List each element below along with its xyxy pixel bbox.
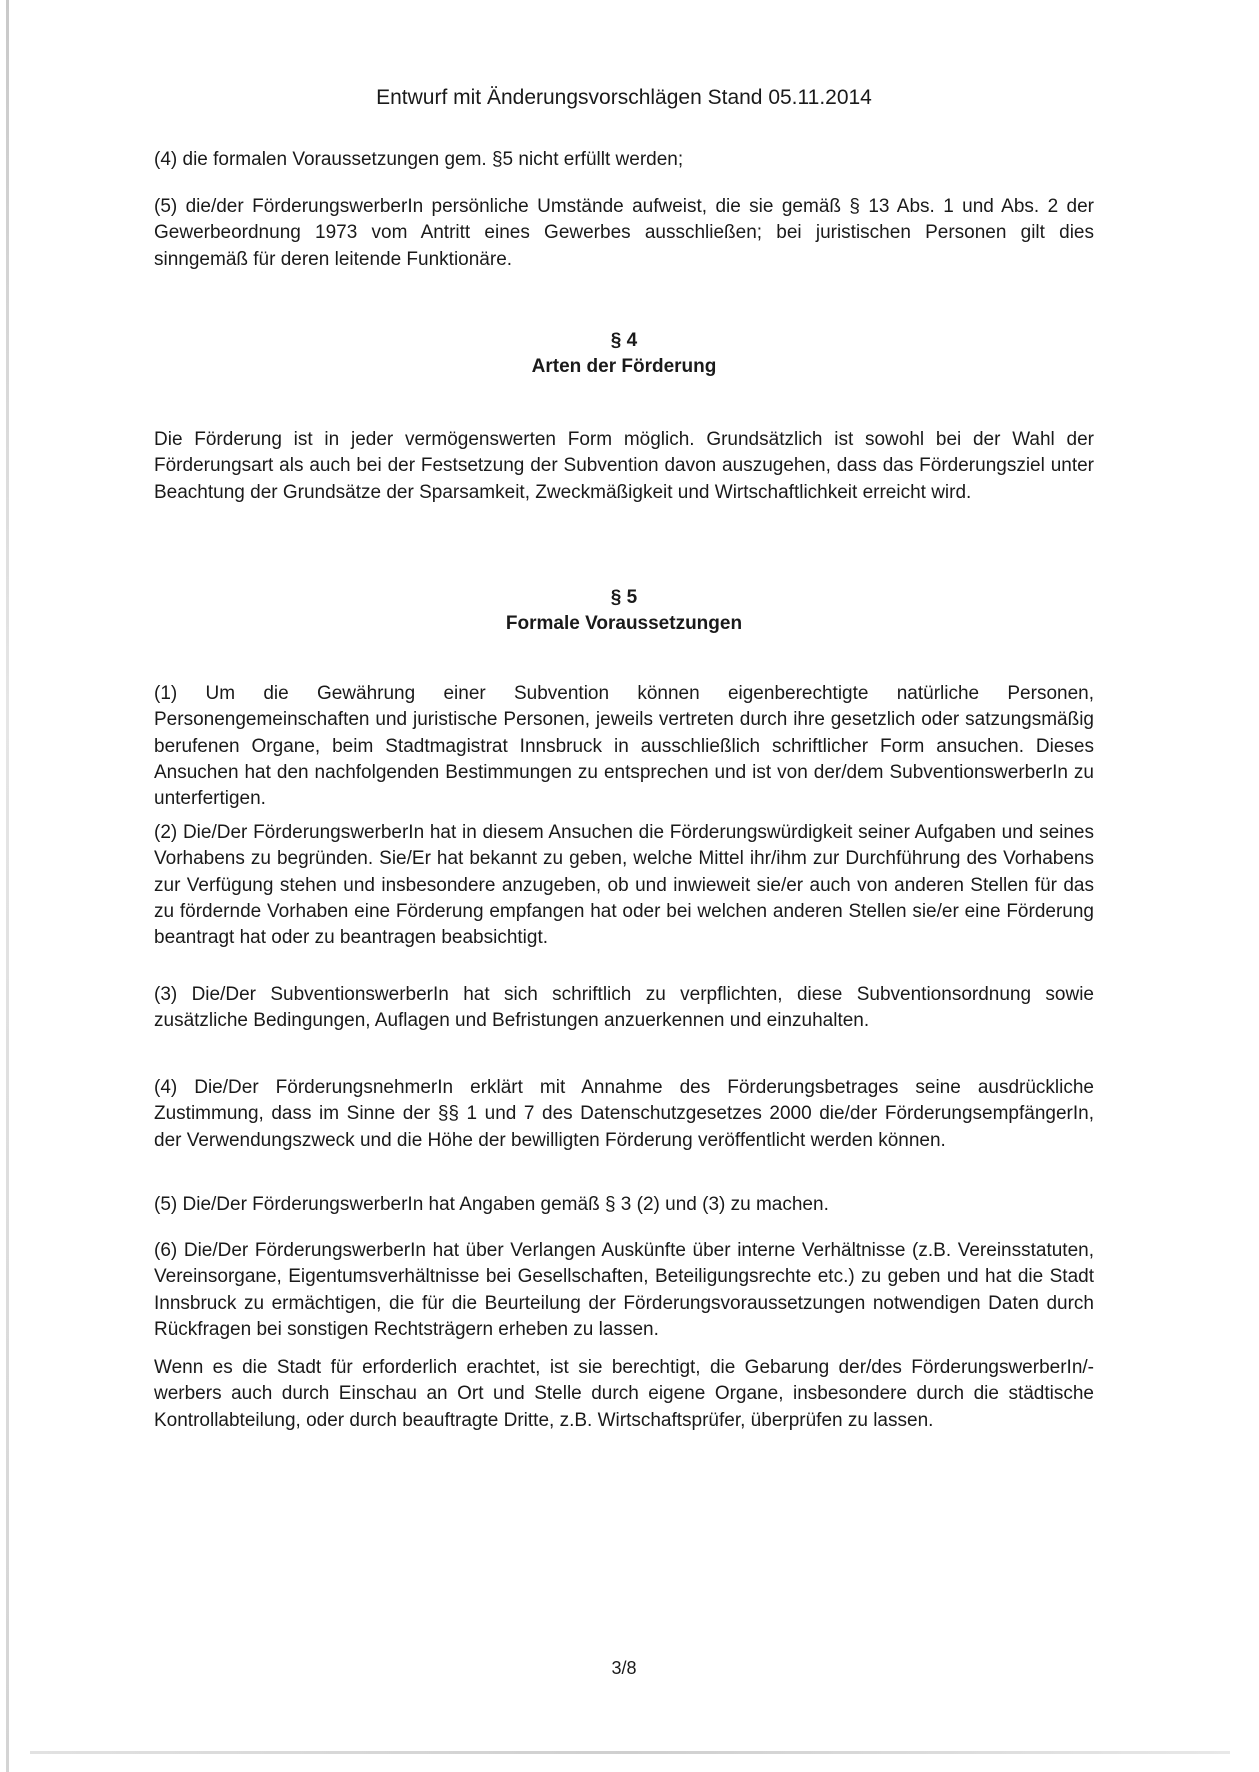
page-number: 3/8 [611,1658,637,1678]
section5-paragraph-6: (6) Die/Der FörderungswerberIn hat über Verlangen Auskünfte über interne Verhältnisse (z.B. Vereinsstatuten, Vereinsorgane, Eigentumsverhältnisse bei Gesellschaften, Beteiligungsrechte etc.) zu geben und hat die Stadt Innsbruck zu ermächtigen, die für die Beurteilung der Förderungsvoraussetzungen notwendigen Daten durch Rückfragen bei sonstigen Rechtsträgern erheben zu lassen. [154,1240,1094,1340]
section5-number: § 5 [610,587,638,608]
section5-paragraph-2: (2) Die/Der FörderungswerberIn hat in diesem Ansuchen die Förderungswürdigkeit seiner Aufgaben und seines Vorhabens zu begründen. Sie/Er hat bekannt zu geben, welche Mittel ihr/ihm zur Durchführung des Vorhabens zur Verfügung stehen und insbesondere anzugeben, ob und inwieweit sie/er auch von anderen Stellen für das zu fördernde Vorhaben eine Förderung empfangen hat oder bei welchen anderen Stellen sie/er eine Förderung beantragt hat oder zu beantragen beabsichtigt. [154,822,1094,949]
page-header: Entwurf mit Änderungsvorschlägen Stand 05.11.2014 [376,86,872,109]
section5-paragraph-4: (4) Die/Der FörderungsnehmerIn erklärt mit Annahme des Förderungsbetrages seine ausdrückliche Zustimmung, dass im Sinne der §§ 1 und 7 des Datenschutzgesetzes 2000 die/der FörderungsempfängerIn, der Verwendungszweck und die Höhe der bewilligten Förderung veröffentlicht werden können. [154,1077,1094,1151]
section5-paragraph-3: (3) Die/Der SubventionswerberIn hat sich schriftlich zu verpflichten, diese Subventionsordnung sowie zusätzliche Bedingungen, Auflagen und Befristungen anzuerkennen und einzuhalten. [154,984,1094,1032]
section5-title: Formale Voraussetzungen [505,613,743,634]
scan-edge-left [6,0,9,1772]
section4-title: Arten der Förderung [531,356,717,377]
section4-number: § 4 [610,330,638,351]
section5-paragraph-6-continued: Wenn es die Stadt für erforderlich erachtet, ist sie berechtigt, die Gebarung der/des FörderungswerberIn/-werbers auch durch Einschau an Ort und Stelle durch eigene Organe, insbesondere durch die städtische Kontrollabteilung, oder durch beauftragte Dritte, z.B. Wirtschaftsprüfer, überprüfen zu lassen. [154,1357,1094,1431]
section5-paragraph-1: (1) Um die Gewährung einer Subvention können eigenberechtigte natürliche Personen, Personengemeinschaften und juristische Personen, jeweils vertreten durch ihre gesetzlich oder satzungsmäßig berufenen Organe, beim Stadtmagistrat Innsbruck in ausschließlich schriftlicher Form ansuchen. Dieses Ansuchen hat den nachfolgenden Bestimmungen zu entsprechen und ist von der/dem SubventionswerberIn zu unterfertigen. [154,683,1094,810]
section5-paragraph-5: (5) Die/Der FörderungswerberIn hat Angaben gemäß § 3 (2) und (3) zu machen. [154,1194,829,1215]
section4-text: Die Förderung ist in jeder vermögenswerten Form möglich. Grundsätzlich ist sowohl bei der Wahl der Förderungsart als auch bei der Festsetzung der Subvention davon auszugehen, dass das Förderungsziel unter Beachtung der Grundsätze der Sparsamkeit, Zweckmäßigkeit und Wirtschaftlichkeit erreicht wird. [154,429,1094,503]
section3-item5: (5) die/der FörderungswerberIn persönliche Umstände aufweist, die sie gemäß § 13 Abs. 1 und Abs. 2 der Gewerbeordnung 1973 vom Antritt eines Gewerbes ausschließen; bei juristischen Personen gilt dies sinngemäß für deren leitende Funktionäre. [154,196,1094,270]
section3-item4: (4) die formalen Voraussetzungen gem. §5 nicht erfüllt werden; [154,149,684,170]
scan-edge-bottom [30,1751,1230,1754]
